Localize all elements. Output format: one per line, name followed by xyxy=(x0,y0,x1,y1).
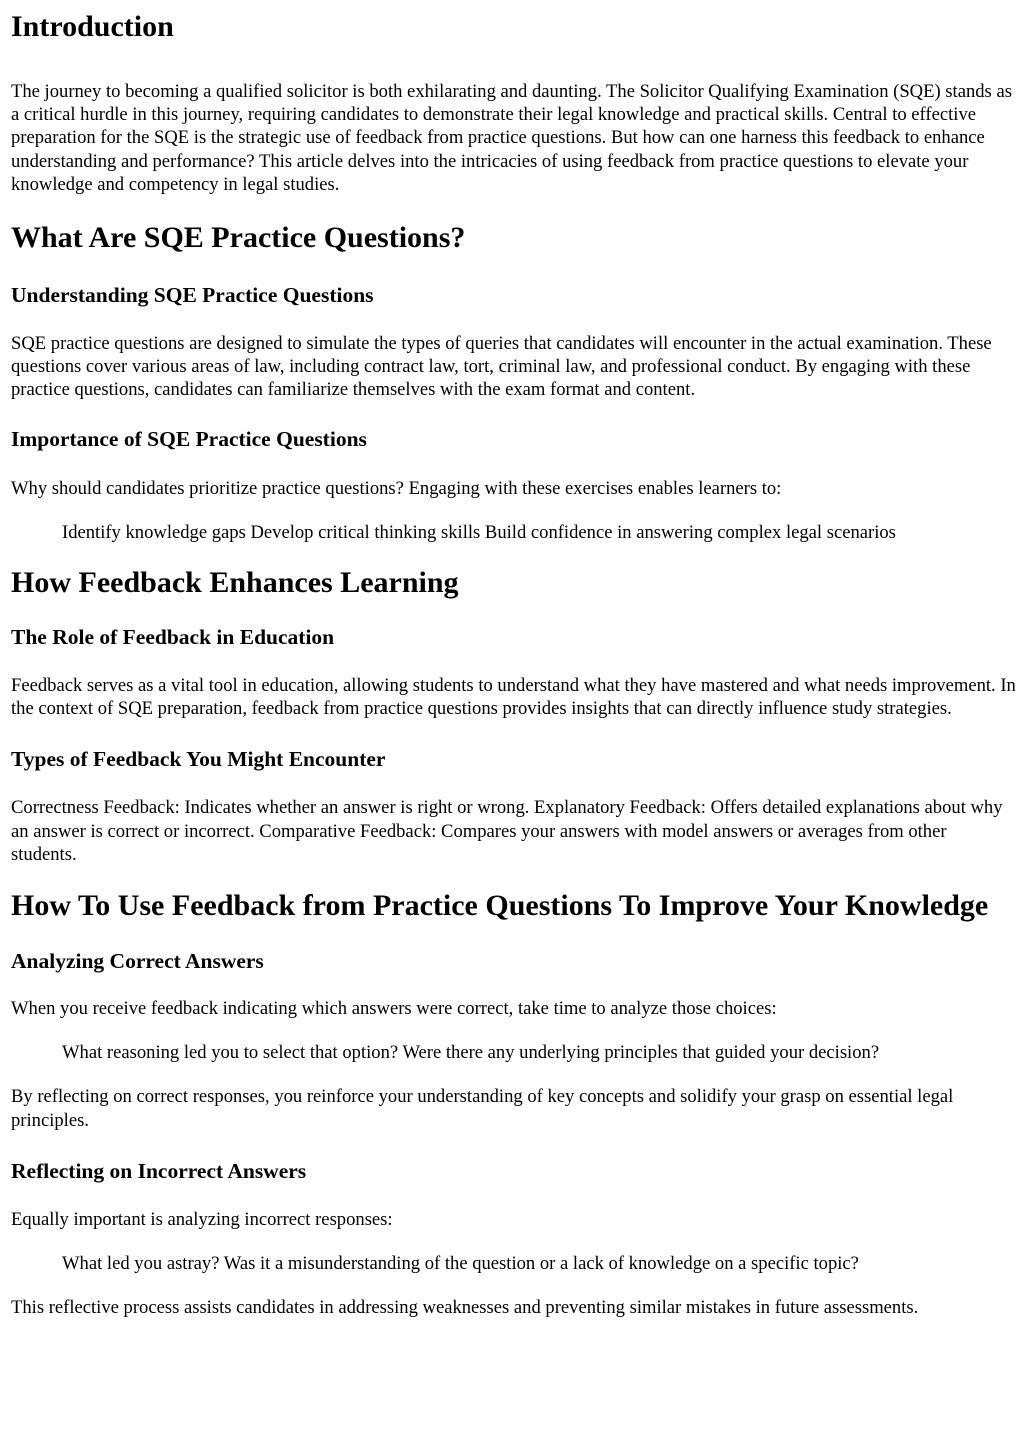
importance-paragraph: Why should candidates prioritize practice questions? Engaging with these exercises enables learners to: xyxy=(11,477,782,499)
understanding-paragraph: SQE practice questions are designed to simulate the types of queries that candidates will encounter in the actual examination. These questions cover various areas of law, including contract law, tort, criminal law, and professional conduct. By engaging with these practice questions, candidates can familiarize themselves with the exam format and content. xyxy=(11,333,992,401)
role-paragraph: Feedback serves as a vital tool in education, allowing students to understand what they have mastered and what needs improvement. In the context of SQE preparation, feedback from practice questions provides insights that can directly influence study strategies. xyxy=(11,675,1016,720)
correct-heading: Analyzing Correct Answers xyxy=(11,949,264,974)
types-paragraph: Correctness Feedback: Indicates whether an answer is right or wrong. Explanatory Feedback: Offers detailed explanations about why an answer is correct or incorrect. Comparative Feedback: Compares your answers with model answers or averages from other students. xyxy=(11,797,1003,865)
how-to-use-heading: How To Use Feedback from Practice Questions To Improve Your Knowledge xyxy=(11,889,989,923)
importance-quote: Identify knowledge gaps Develop critical thinking skills Build confidence in answering complex legal scenarios xyxy=(62,521,896,543)
feedback-enhances-heading: How Feedback Enhances Learning xyxy=(11,566,459,600)
correct-paragraph: When you receive feedback indicating which answers were correct, take time to analyze those choices: xyxy=(11,998,777,1020)
intro-heading: Introduction xyxy=(11,10,174,43)
correct-quote: What reasoning led you to select that option? Were there any underlying principles that guided your decision? xyxy=(62,1042,880,1064)
role-heading: The Role of Feedback in Education xyxy=(11,625,335,650)
incorrect-quote: What led you astray? Was it a misunderstanding of the question or a lack of knowledge on a specific topic? xyxy=(62,1253,859,1275)
understanding-heading: Understanding SQE Practice Questions xyxy=(11,283,374,308)
what-are-heading: What Are SQE Practice Questions? xyxy=(11,221,466,255)
incorrect-paragraph-2: This reflective process assists candidates in addressing weaknesses and preventing similar mistakes in future assessments. xyxy=(11,1297,919,1319)
incorrect-heading: Reflecting on Incorrect Answers xyxy=(11,1158,307,1183)
incorrect-paragraph: Equally important is analyzing incorrect responses: xyxy=(11,1208,393,1230)
types-heading: Types of Feedback You Might Encounter xyxy=(11,747,386,772)
correct-paragraph-2: By reflecting on correct responses, you reinforce your understanding of key concepts and solidify your grasp on essential legal principles. xyxy=(11,1086,954,1131)
intro-paragraph: The journey to becoming a qualified solicitor is both exhilarating and daunting. The Solicitor Qualifying Examination (SQE) stands as a critical hurdle in this journey, requiring candidates to demonstrate their legal knowledge and practical skills. Central to effective preparation for the SQE is the strategic use of feedback from practice questions. But how can one harness this feedback to enhance understanding and performance? This article delves into the intricacies of using feedback from practice questions to elevate your knowledge and competency in legal studies. xyxy=(11,81,1012,195)
importance-heading: Importance of SQE Practice Questions xyxy=(11,426,367,451)
